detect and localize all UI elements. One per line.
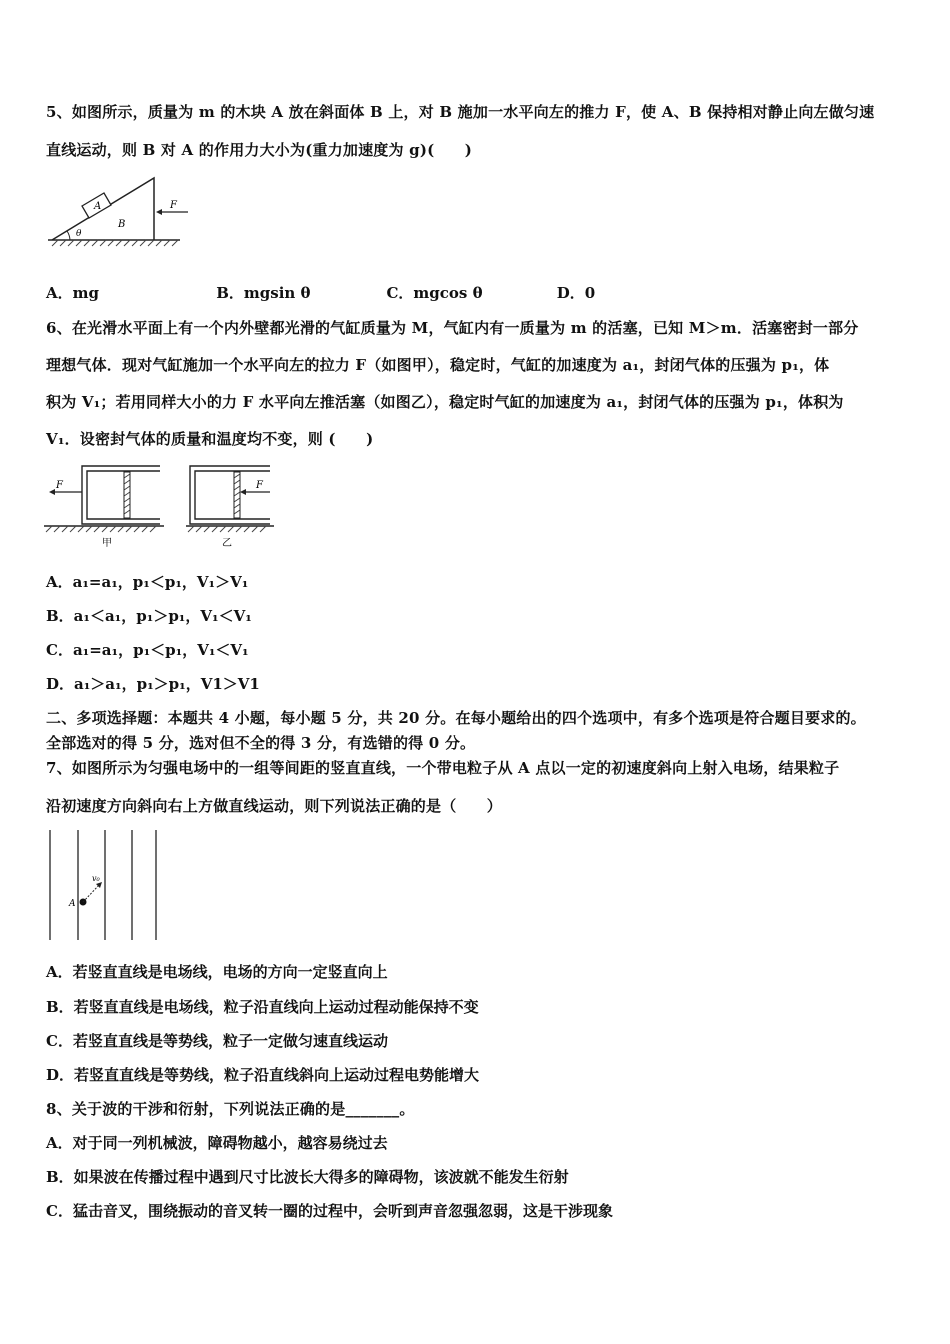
q5-incline-figure [44, 172, 194, 250]
label-v0: v₀ [92, 874, 100, 883]
q8-option-c[interactable]: C．猛击音叉，围绕振动的音叉转一圈的过程中，会听到声音忽强忽弱，这是干涉现象 [46, 1202, 613, 1220]
q6-option-c[interactable]: C．a₁=a₁，p₁＜p₁，V₁＜V₁ [46, 641, 249, 659]
q7-option-b[interactable]: B．若竖直直线是电场线，粒子沿直线向上运动过程动能保持不变 [46, 998, 479, 1016]
label-a: A [69, 899, 76, 909]
q6-option-a[interactable]: A．a₁=a₁，p₁＜p₁，V₁＞V₁ [46, 573, 249, 591]
section2-instructions-line2: 全部选对的得 5 分，选对但不全的得 3 分，有选错的得 0 分。 [46, 734, 476, 752]
q7-field-lines-figure [44, 826, 164, 944]
ground-hatching [52, 240, 178, 246]
label-a: A [94, 201, 102, 212]
section2-instructions-line1: 二、多项选择题：本题共 4 小题，每小题 5 分，共 20 分。在每小题给出的四个选项中，有多个选项是符合题目要求的。 [46, 709, 866, 727]
q6-stem-line3: 积为 V₁；若用同样大小的力 F 水平向左推活塞（如图乙），稳定时气缸的加速度为 a₁，封闭气体的压强为 p₁，体积为 [46, 393, 844, 411]
cylinder-jia [44, 466, 164, 549]
label-f: F [170, 200, 177, 211]
q5-option-a[interactable]: A．mg [46, 284, 99, 302]
q7-option-c[interactable]: C．若竖直直线是等势线，粒子一定做匀速直线运动 [46, 1032, 388, 1050]
q6-option-d[interactable]: D．a₁＞a₁，p₁＞p₁，V1＞V1 [46, 675, 260, 693]
angle-arc [67, 231, 70, 240]
q7-option-a[interactable]: A．若竖直直线是电场线，电场的方向一定竖直向上 [46, 963, 388, 981]
q8-option-a[interactable]: A．对于同一列机械波，障碍物越小，越容易绕过去 [46, 1134, 388, 1152]
label-theta: θ [76, 229, 82, 239]
q6-stem-line4: V₁．设密封气体的质量和温度均不变，则 ( ) [46, 430, 374, 448]
cylinder-yi [186, 466, 274, 549]
q6-stem-line1: 6、在光滑水平面上有一个内外壁都光滑的气缸质量为 M，气缸内有一质量为 m 的活塞，已知 M＞m．活塞密封一部分 [46, 319, 859, 337]
q6-option-b[interactable]: B．a₁＜a₁，p₁＞p₁，V₁＜V₁ [46, 607, 252, 625]
q6-stem-line2: 理想气体．现对气缸施加一个水平向左的拉力 F（如图甲），稳定时，气缸的加速度为 a₁，封闭气体的压强为 p₁，体 [46, 356, 830, 374]
q5-stem-line1: 5、如图所示，质量为 m 的木块 A 放在斜面体 B 上，对 B 施加一水平向左的推力 F，使 A、B 保持相对静止向左做匀速 [46, 103, 875, 121]
velocity-vector [83, 884, 100, 902]
q5-options [46, 283, 637, 303]
q5-option-c[interactable]: C．mgcos θ [386, 284, 483, 302]
q5-stem-line2: 直线运动，则 B 对 A 的作用力大小为(重力加速度为 g)( ) [46, 141, 473, 159]
q5-option-d[interactable]: D．0 [556, 284, 596, 302]
q7-stem-line2: 沿初速度方向斜向右上方做直线运动，则下列说法正确的是（ ） [46, 797, 503, 815]
q8-option-b[interactable]: B．如果波在传播过程中遇到尺寸比波长大得多的障碍物，该波就不能发生衍射 [46, 1168, 569, 1186]
q5-option-b[interactable]: B．mgsin θ [216, 284, 311, 302]
force-arrowhead [156, 209, 162, 215]
q6-cylinder-figure [44, 462, 284, 550]
caption-jia: 甲 [102, 538, 112, 549]
q8-stem: 8、关于波的干涉和衍射，下列说法正确的是_______。 [46, 1100, 415, 1118]
label-f-jia: F [56, 480, 63, 491]
label-b: B [118, 219, 126, 230]
caption-yi: 乙 [222, 538, 232, 549]
q7-option-d[interactable]: D．若竖直直线是等势线，粒子沿直线斜向上运动过程电势能增大 [46, 1066, 480, 1084]
q7-stem-line1: 7、如图所示为匀强电场中的一组等间距的竖直直线，一个带电粒子从 A 点以一定的初速度斜向上射入电场，结果粒子 [46, 759, 840, 777]
label-f-yi: F [256, 480, 263, 491]
